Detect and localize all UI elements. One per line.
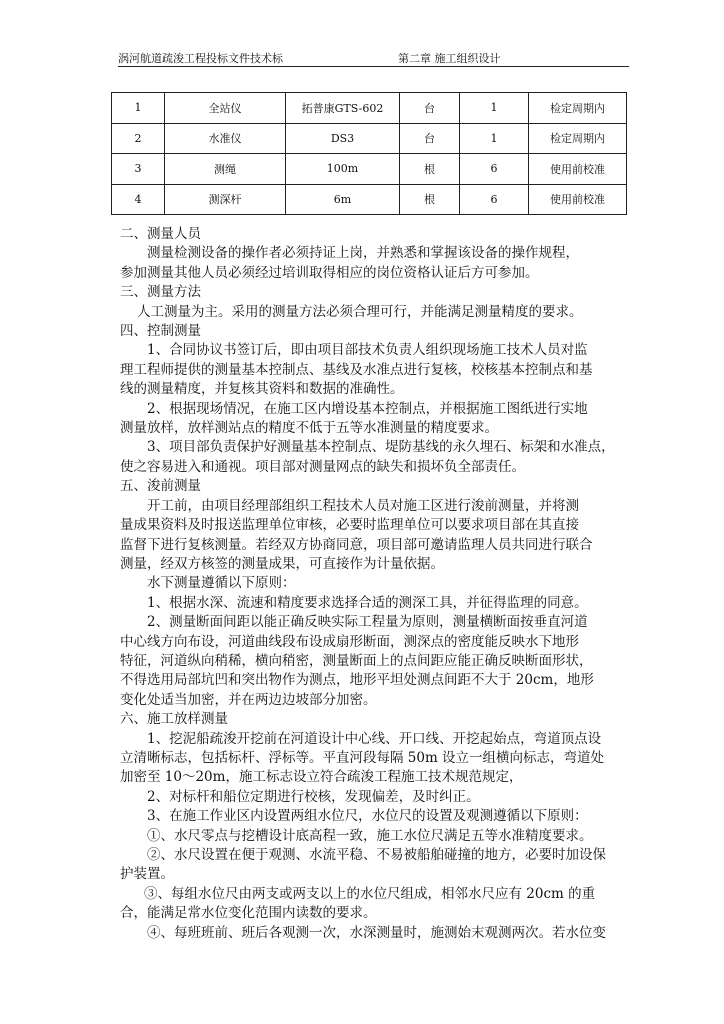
header-document-title: 涡河航道疏浚工程投标文件技术标 [118,52,283,65]
text-line: 不得选用局部坑凹和突出物作为测点，地形平坦处测点间距不大于 20cm，地形 [120,672,594,689]
text-line: 线的测量精度，并复核其资料和数据的准确性。 [120,381,404,398]
text-line: 2、测量断面间距以能正确反映实际工程量为原则，测量横断面按垂直河道 [147,614,588,631]
text-line: 开工前，由项目经理部组织工程技术人员对施工区进行浚前测量，并将测 [147,497,579,514]
cell-instrument: 测深杆 [165,184,286,215]
text-line: 测量，经双方核签的测量成果，可直接作为计量依据。 [120,555,444,572]
header-chapter-title: 第二章 施工组织设计 [398,52,501,65]
cell-instrument: 测绳 [165,154,286,185]
text-line: ②、水尺设置在便于观测、水流平稳、不易被船舶碰撞的地方，必要时加设保 [147,847,606,863]
cell-model: DS3 [286,123,400,154]
cell-index: 2 [112,123,165,154]
table-row [112,123,627,154]
section-heading: 二、测量人员 [120,226,201,242]
cell-unit: 根 [400,154,460,185]
text-line: ①、水尺零点与挖槽设计底高程一致，施工水位尺满足五等水准精度要求。 [147,827,593,844]
text-line: 3、项目部负责保护好测量基本控制点、堤防基线的永久埋石、标架和水准点， [147,439,615,456]
cell-status: 检定周期内 [529,123,627,154]
text-line: 护装置。 [120,866,174,883]
text-line: 立清晰标志，包括标杆、浮标等。平直河段每隔 50m 设立一组横向标志，弯道处 [120,749,605,766]
cell-quantity: 6 [460,184,529,215]
text-line: 人工测量为主。采用的测量方法必须合理可行，并能满足测量精度的要求。 [137,303,583,320]
text-line: ④、每班班前、班后各观测一次，水深测量时，施测始末观测两次。若水位变 [147,924,606,941]
text-line: 监督下进行复核测量。若经双方协商同意，项目部可邀请监理人员共同进行联合 [120,536,593,553]
section-heading: 五、浚前测量 [120,478,201,495]
text-line: 中心线方向布设，河道曲线段布设成扇形断面，测深点的密度能反映水下地形 [120,633,579,650]
text-line: 3、在施工作业区内设置两组水位尺，水位尺的设置及观测遵循以下原则： [147,808,588,825]
cell-unit: 根 [400,184,460,215]
cell-index: 1 [112,93,165,124]
cell-status: 使用前校准 [529,184,627,215]
text-line: 变化处适当加密，并在两边边坡部分加密。 [120,691,377,708]
table-row [112,184,627,215]
section-heading: 三、测量方法 [120,284,201,301]
cell-quantity: 1 [460,93,529,124]
text-line: 使之容易进入和通视。项目部对测量网点的缺失和损坏负全部责任。 [120,458,525,475]
cell-instrument: 水准仪 [165,123,286,154]
text-line: 量成果资料及时报送监理单位审核，必要时监理单位可以要求项目部在其直接 [120,517,579,534]
text-line: 1、合同协议书签订后，即由项目部技术负责人组织现场施工技术人员对监 [147,342,588,359]
document-body [120,225,630,943]
text-line: 合，能满足常水位变化范围内读数的要求。 [120,905,377,922]
text-line: 2、根据现场情况，在施工区内增设基本控制点，并根据施工图纸进行实地 [147,400,588,417]
table-row [112,154,627,185]
text-line: 测量放样，放样测站点的精度不低于五等水准测量的精度要求。 [120,420,498,437]
section-heading: 四、控制测量 [120,323,201,340]
cell-index: 3 [112,154,165,185]
text-line: 理工程师提供的测量基本控制点、基线及水准点进行复核，校核基本控制点和基 [120,361,593,378]
text-line: 2、对标杆和船位定期进行校核，发现偏差，及时纠正。 [147,788,480,805]
cell-quantity: 1 [460,123,529,154]
equipment-table [111,92,627,215]
cell-instrument: 全站仪 [165,93,286,124]
text-line: 特征，河道纵向稍稀，横向稍密，测量断面上的点间距应能正确反映断面形状， [120,652,593,669]
text-line: 加密至 10～20m，施工标志设立符合疏浚工程施工技术规范规定， [120,769,523,786]
cell-status: 检定周期内 [529,93,627,124]
table-row [112,93,627,124]
cell-unit: 台 [400,93,460,124]
text-line: 参加测量其他人员必须经过培训取得相应的岗位资格认证后方可参加。 [120,264,539,281]
text-line: 1、挖泥船疏浚开挖前在河道设计中心线、开口线、开挖起始点，弯道顶点设 [147,730,602,747]
cell-model: 6m [286,184,400,215]
text-line: ③、每组水位尺由两支或两支以上的水位尺组成，相邻水尺应有 20cm 的重 [144,885,596,902]
text-line: 水下测量遵循以下原则： [147,575,296,592]
cell-status: 使用前校准 [529,154,627,185]
text-line: 测量检测设备的操作者必须持证上岗，并熟悉和掌握该设备的操作规程， [147,245,579,262]
cell-model: 拓普康GTS-602 [286,93,400,124]
text-line: 1、根据水深、流速和精度要求选择合适的测深工具，并征得监理的同意。 [147,594,588,611]
page-header [118,50,629,67]
cell-index: 4 [112,184,165,215]
cell-unit: 台 [400,123,460,154]
cell-model: 100m [286,154,400,185]
section-heading: 六、施工放样测量 [120,711,228,728]
cell-quantity: 6 [460,154,529,185]
